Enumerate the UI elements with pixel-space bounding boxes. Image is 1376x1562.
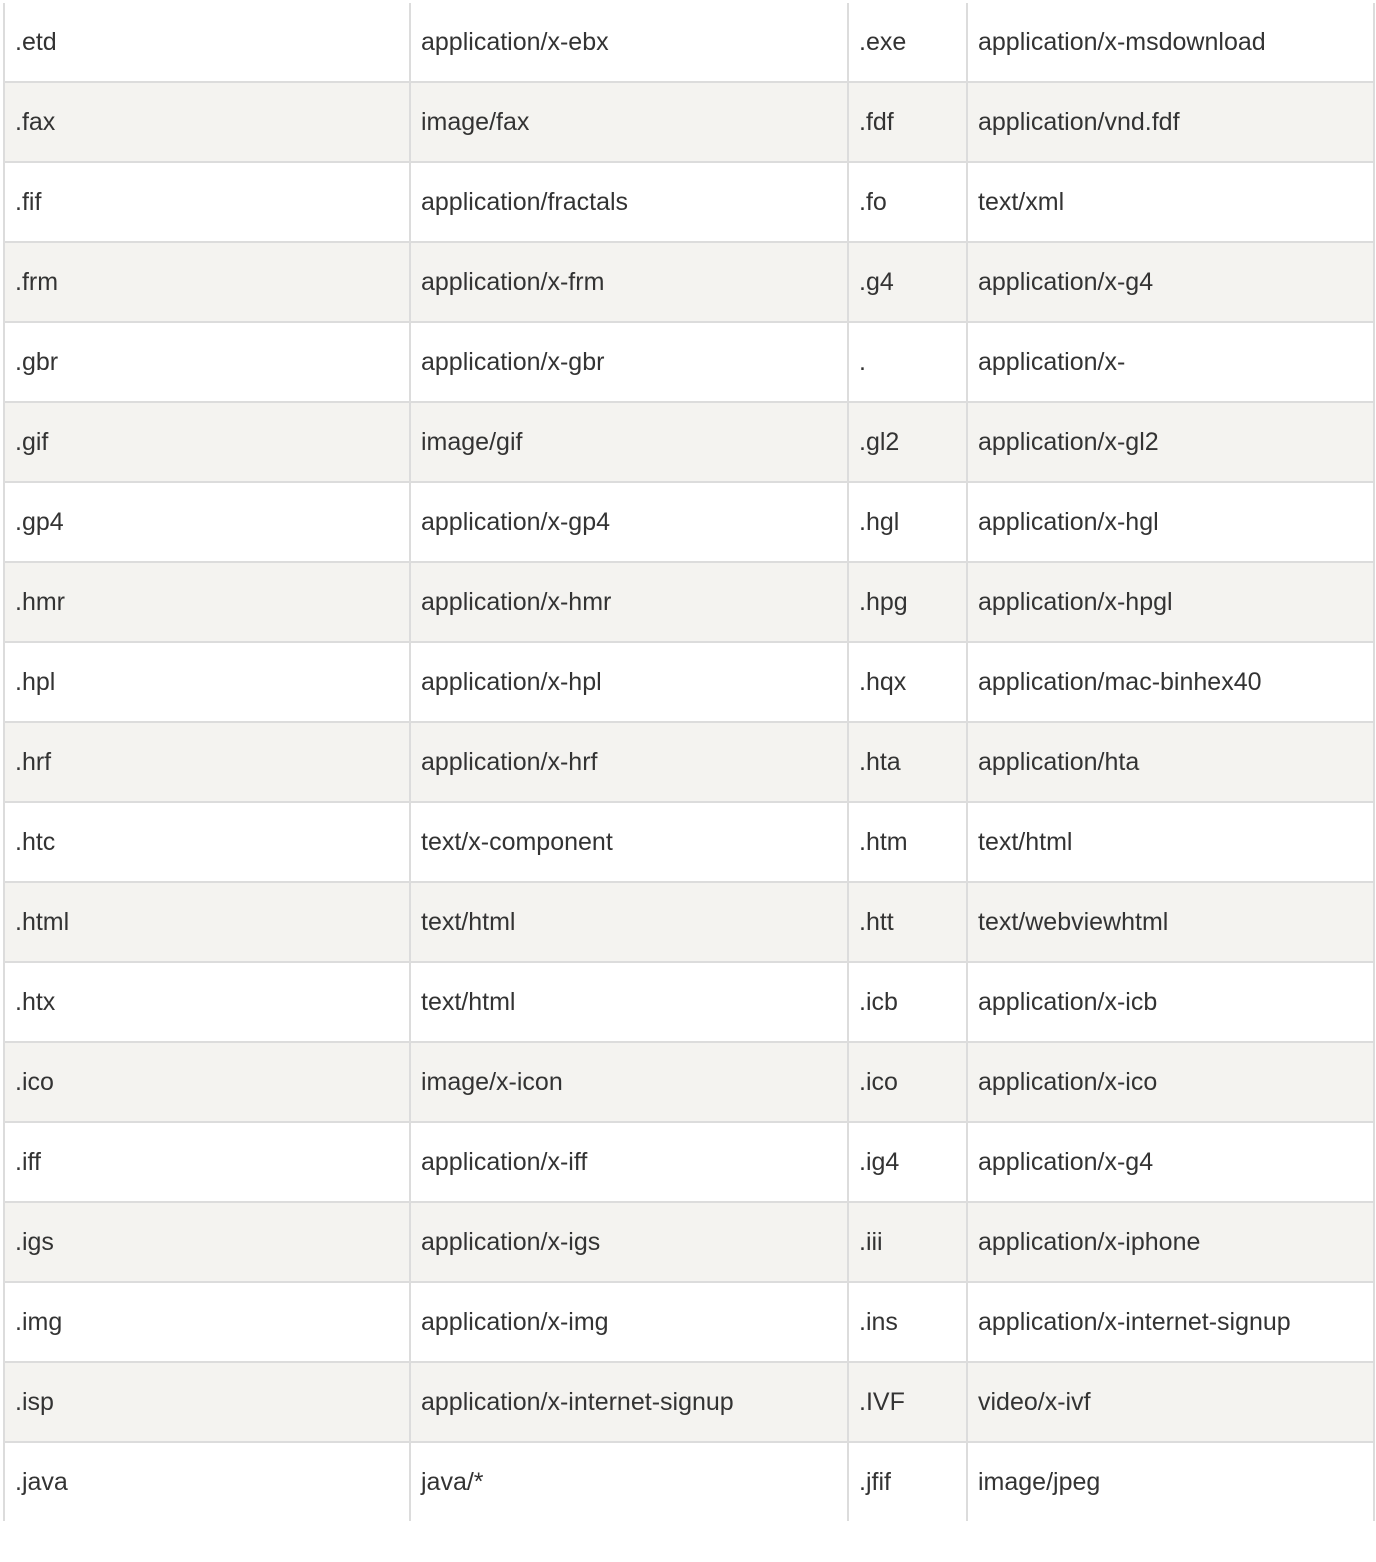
- mime-type-cell: application/fractals: [410, 162, 848, 242]
- mime-type-cell: application/x-g4: [967, 242, 1374, 322]
- table-row: [4, 642, 1374, 722]
- table-row: [4, 722, 1374, 802]
- table-row: [4, 162, 1374, 242]
- mime-type-cell: application/x-frm: [410, 242, 848, 322]
- table-row: [4, 1202, 1374, 1282]
- table-row: [4, 802, 1374, 882]
- extension-cell: .icb: [848, 962, 967, 1042]
- table-row: [4, 242, 1374, 322]
- table-row: [4, 402, 1374, 482]
- extension-cell: .html: [4, 882, 410, 962]
- extension-cell: .isp: [4, 1362, 410, 1442]
- mime-type-cell: application/vnd.fdf: [967, 82, 1374, 162]
- mime-table-body: [4, 3, 1374, 1521]
- extension-cell: .ins: [848, 1282, 967, 1362]
- mime-type-cell: image/fax: [410, 82, 848, 162]
- extension-cell: .htm: [848, 802, 967, 882]
- extension-cell: .hmr: [4, 562, 410, 642]
- mime-type-cell: application/x-internet-signup: [967, 1282, 1374, 1362]
- mime-type-cell: application/x-hpgl: [967, 562, 1374, 642]
- mime-type-cell: application/mac-binhex40: [967, 642, 1374, 722]
- mime-type-cell: application/hta: [967, 722, 1374, 802]
- mime-type-cell: application/x-igs: [410, 1202, 848, 1282]
- extension-cell: .htx: [4, 962, 410, 1042]
- mime-type-cell: application/x-msdownload: [967, 3, 1374, 82]
- table-row: [4, 82, 1374, 162]
- extension-cell: .igs: [4, 1202, 410, 1282]
- mime-type-cell: application/x-gl2: [967, 402, 1374, 482]
- mime-type-cell: java/*: [410, 1442, 848, 1521]
- mime-type-cell: text/html: [410, 962, 848, 1042]
- mime-type-cell: application/x-hmr: [410, 562, 848, 642]
- extension-cell: .hpl: [4, 642, 410, 722]
- extension-cell: .hqx: [848, 642, 967, 722]
- table-row: [4, 1362, 1374, 1442]
- extension-cell: .ico: [848, 1042, 967, 1122]
- table-row: [4, 1442, 1374, 1521]
- mime-type-cell: text/webviewhtml: [967, 882, 1374, 962]
- mime-type-cell: text/html: [410, 882, 848, 962]
- table-row: [4, 1042, 1374, 1122]
- extension-cell: .gbr: [4, 322, 410, 402]
- mime-type-cell: application/x-ico: [967, 1042, 1374, 1122]
- mime-type-cell: application/x-hgl: [967, 482, 1374, 562]
- extension-cell: .gl2: [848, 402, 967, 482]
- mime-type-cell: application/x-g4: [967, 1122, 1374, 1202]
- mime-type-cell: image/x-icon: [410, 1042, 848, 1122]
- extension-cell: .jfif: [848, 1442, 967, 1521]
- mime-type-cell: text/html: [967, 802, 1374, 882]
- mime-type-cell: text/xml: [967, 162, 1374, 242]
- extension-cell: .fdf: [848, 82, 967, 162]
- extension-cell: .hrf: [4, 722, 410, 802]
- extension-cell: .g4: [848, 242, 967, 322]
- extension-cell: .htc: [4, 802, 410, 882]
- extension-cell: .: [848, 322, 967, 402]
- mime-type-cell: application/x-gp4: [410, 482, 848, 562]
- extension-cell: .hgl: [848, 482, 967, 562]
- mime-type-cell: application/x-iphone: [967, 1202, 1374, 1282]
- extension-cell: .ico: [4, 1042, 410, 1122]
- table-row: [4, 962, 1374, 1042]
- mime-type-cell: text/x-component: [410, 802, 848, 882]
- mime-type-cell: application/x-internet-signup: [410, 1362, 848, 1442]
- table-row: [4, 322, 1374, 402]
- mime-type-cell: image/jpeg: [967, 1442, 1374, 1521]
- mime-type-cell: application/x-gbr: [410, 322, 848, 402]
- table-row: [4, 1122, 1374, 1202]
- extension-cell: .frm: [4, 242, 410, 322]
- mime-type-cell: video/x-ivf: [967, 1362, 1374, 1442]
- table-row: [4, 482, 1374, 562]
- extension-cell: .ig4: [848, 1122, 967, 1202]
- extension-cell: .hta: [848, 722, 967, 802]
- table-row: [4, 3, 1374, 82]
- table-row: [4, 882, 1374, 962]
- mime-type-cell: application/x-hrf: [410, 722, 848, 802]
- extension-cell: .gif: [4, 402, 410, 482]
- extension-cell: .exe: [848, 3, 967, 82]
- extension-cell: .hpg: [848, 562, 967, 642]
- extension-cell: .iii: [848, 1202, 967, 1282]
- mime-type-cell: application/x-iff: [410, 1122, 848, 1202]
- mime-type-cell: application/x-img: [410, 1282, 848, 1362]
- extension-cell: .fif: [4, 162, 410, 242]
- mime-type-cell: application/x-hpl: [410, 642, 848, 722]
- extension-cell: .java: [4, 1442, 410, 1521]
- mime-type-cell: application/x-icb: [967, 962, 1374, 1042]
- extension-cell: .gp4: [4, 482, 410, 562]
- extension-cell: .IVF: [848, 1362, 967, 1442]
- extension-cell: .img: [4, 1282, 410, 1362]
- extension-cell: .etd: [4, 3, 410, 82]
- extension-cell: .fax: [4, 82, 410, 162]
- mime-type-table: [3, 3, 1375, 1521]
- mime-type-cell: image/gif: [410, 402, 848, 482]
- extension-cell: .htt: [848, 882, 967, 962]
- mime-type-cell: application/x-: [967, 322, 1374, 402]
- extension-cell: .iff: [4, 1122, 410, 1202]
- mime-type-cell: application/x-ebx: [410, 3, 848, 82]
- table-row: [4, 562, 1374, 642]
- table-row: [4, 1282, 1374, 1362]
- extension-cell: .fo: [848, 162, 967, 242]
